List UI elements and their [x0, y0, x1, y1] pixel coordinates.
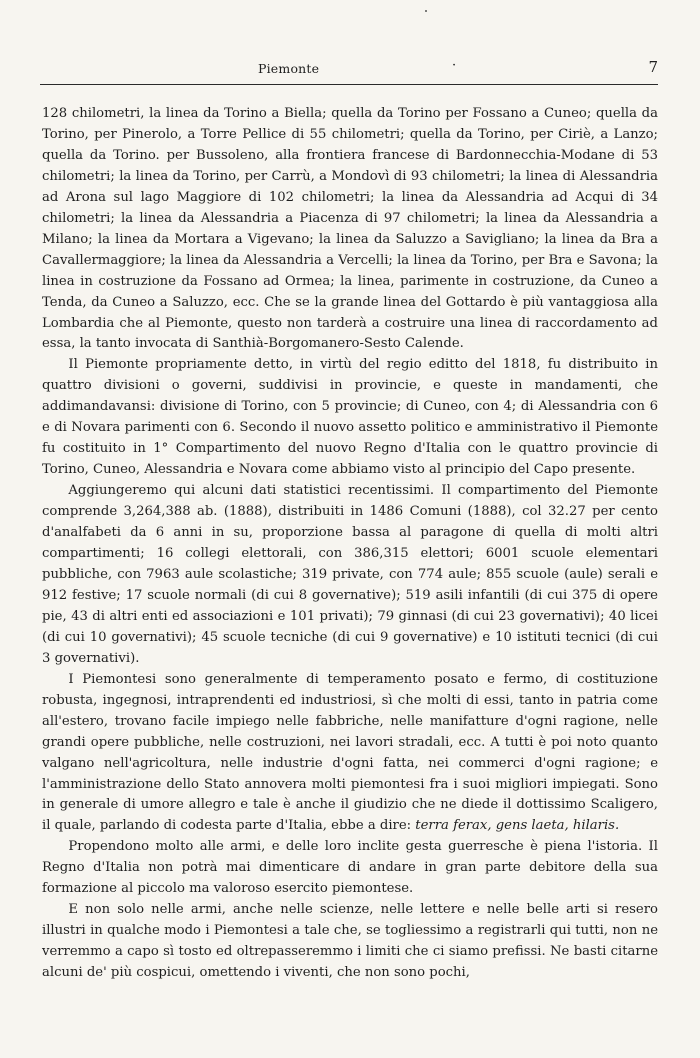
print-speck	[425, 10, 427, 12]
running-header	[40, 58, 660, 84]
body-text	[42, 104, 658, 984]
running-header-title: Piemonte	[258, 61, 320, 76]
paragraph-character	[42, 670, 658, 838]
page-number: 7	[648, 58, 658, 76]
paragraph-character-text: I Piemontesi sono generalmente di temperamento posato e fermo, di costituzione robusta, ingegnosi, intraprendenti ed industriosi, sì che molti di essi, tanto in patria come all'estero, trovano facile impiego nelle fabbriche, nelle manifatture d'ogni ragione, nelle grandi opere pubbliche, nelle costruzioni, nei lavori stradali, ecc. A tutti è poi noto quanto valgano nell'agricoltura, nelle industrie d'ogni fatta, nei commerci d'ogni ragione; e l'amministrazione dello Stato annovera molti piemontesi fra i suoi migliori impiegati. Sono in generale di umore allegro e tale è anche il giudizio che ne diede il dottissimo Scaligero, il quale, parlando di codesta parte d'Italia, ebbe a dire:	[42, 671, 658, 834]
paragraph-administration: Il Piemonte propriamente detto, in virtù del regio editto del 1818, fu distribuito in quattro divisioni o governi, suddivisi in provincie, e queste in mandamenti, che addimandavansi: divisione di Torino, con 5 provincie; di Cuneo, con 4; di Alessandria con 6 e di Novara parimenti con 6. Secondo il nuovo assetto politico e amministrativo il Piemonte fu costituito in 1° Compartimento del nuovo Regno d'Italia con le quattro provincie di Torino, Cuneo, Alessandria e Novara come abbiamo visto al principio del Capo presente.	[42, 357, 658, 478]
header-rule	[40, 84, 658, 85]
paragraph-statistics: Aggiungeremo qui alcuni dati statistici recentissimi. Il compartimento del Piemonte comprende 3,264,388 ab. (1888), distribuiti in 1486 Comuni (1888), col 32.27 per cento d'analfabeti da 6 anni in su, proporzione bassa al paragone di quella di molti altri compartimenti; 16 collegi elettorali, con 386,315 elettori; 6001 scuole elementari pubbliche, con 7963 aule scolastiche; 319 private, con 774 aule; 855 scuole (aule) serali e 912 festive; 17 scuole normali (di cui 8 governative); 519 asili infantili (di cui 375 di opere pie, 43 di altri enti ed associazioni e 101 privati); 79 ginnasi (di cui 23 governativi); 40 licei (di cui 10 governativi); 45 scuole tecniche (di cui 9 governative) e 10 istituti tecnici (di cui 3 governativi).	[42, 483, 658, 666]
running-header-dot: ·	[452, 58, 457, 73]
paragraph-arts: E non solo nelle armi, anche nelle scienze, nelle lettere e nelle belle arti si resero illustri in qualche modo i Piemontesi a tale che, se togliessimo a registrarli qui tutti, non ne verremmo a capo sì tosto ed oltrepasseremmo i limiti che ci siamo prefissi. Ne basti citarne alcuni de' più cospicui, omettendo i viventi, che non sono pochi,	[42, 902, 658, 981]
latin-quote: terra ferax, gens laeta, hilaris.	[415, 818, 620, 834]
paragraph-military: Propendono molto alle armi, e delle loro inclite gesta guerresche è piena l'istoria. Il Regno d'Italia non potrà mai dimenticare di andare in gran parte debitore della sua formazione al piccolo ma valoroso esercito piemontese.	[42, 839, 658, 897]
paragraph-railways: 128 chilometri, la linea da Torino a Biella; quella da Torino per Fossano a Cuneo; quella da Torino, per Pinerolo, a Torre Pellice di 55 chilometri; quella da Torino, per Ciriè, a Lanzo; quella da Torino. per Bussoleno, alla frontiera francese di Bardonnecchia-Modane di 53 chilometri; la linea da Torino, per Carrù, a Mondovì di 93 chilometri; la linea di Alessandria ad Arona sul lago Maggiore di 102 chilometri; la linea da Alessandria ad Acqui di 34 chilometri; la linea da Alessandria a Piacenza di 97 chilometri; la linea da Alessandria a Milano; la linea da Mortara a Vigevano; la linea da Saluzzo a Savigliano; la linea da Bra a Cavallermaggiore; la linea da Alessandria a Vercelli; la linea da Torino, per Bra e Savona; la linea in costruzione da Fossano ad Ormea; la linea, parimente in costruzione, da Cuneo a Tenda, da Cuneo a Saluzzo, ecc. Che se la grande linea del Gottardo è più vantaggiosa alla Lombardia che al Piemonte, questo non tarderà a costruire una linea di raccordamento ad essa, la tanto invocata di Santhià-Borgomanero-Sesto Calende.	[42, 106, 658, 352]
